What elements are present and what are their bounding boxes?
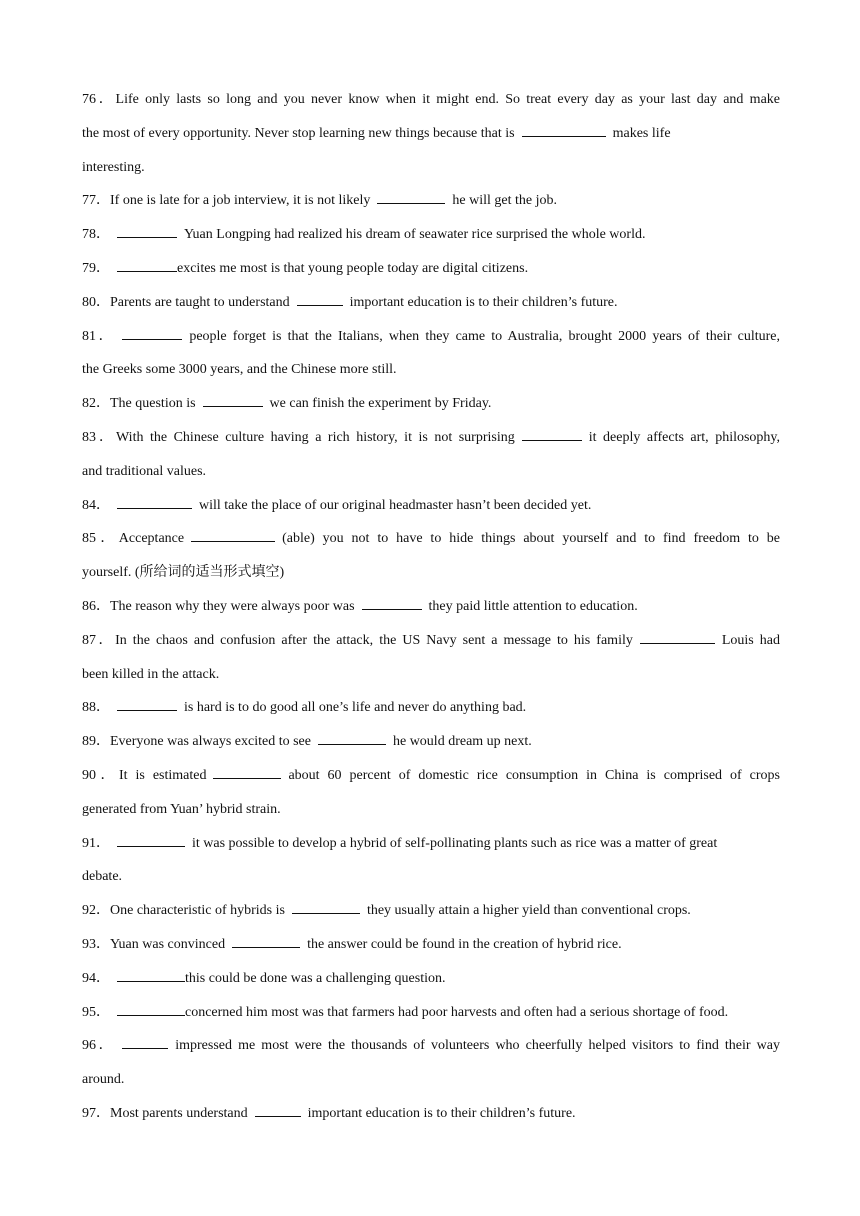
question-text: makes life: [612, 125, 671, 141]
question-85-line-2: [82, 558, 780, 592]
question-96: [82, 1031, 780, 1065]
question-text: they usually attain a higher yield than conventional crops.: [366, 903, 691, 919]
answer-blank[interactable]: [377, 189, 445, 204]
question-text: important education is to their children’s future.: [349, 294, 618, 310]
answer-blank[interactable]: [122, 325, 182, 340]
question-number: 93．: [82, 936, 110, 952]
answer-blank[interactable]: [318, 730, 386, 745]
question-text: Most parents understand: [110, 1105, 248, 1121]
question-number: 78．: [82, 227, 110, 243]
question-87: [82, 626, 780, 660]
answer-blank[interactable]: [292, 899, 360, 914]
question-sheet: [82, 85, 780, 1133]
answer-blank[interactable]: [117, 696, 177, 711]
question-text: this could be done was a challenging question.: [185, 970, 446, 986]
question-text: the answer could be found in the creation of hybrid rice.: [307, 936, 622, 952]
question-text: is hard is to do good all one’s life and never do anything bad.: [184, 700, 527, 716]
question-text: excites me most is that young people today are digital citizens.: [177, 260, 529, 276]
answer-blank[interactable]: [117, 223, 177, 238]
question-text: we can finish the experiment by Friday.: [269, 396, 492, 412]
question-94: [82, 964, 780, 998]
question-78: [82, 220, 780, 254]
question-83-line-2: [82, 457, 780, 491]
question-text: debate.: [82, 869, 123, 885]
question-76-line-2: [82, 119, 780, 153]
question-84: [82, 491, 780, 525]
answer-blank[interactable]: [640, 629, 715, 644]
question-number: 86．: [82, 598, 110, 614]
question-text: it was possible to develop a hybrid of self-pollinating plants such as rice was a matter of great: [192, 835, 718, 851]
question-text: Acceptance: [118, 531, 185, 547]
question-number: 85．: [82, 531, 119, 547]
question-number: 83．: [82, 429, 117, 445]
question-96-line-2: [82, 1065, 780, 1099]
question-text: generated from Yuan’ hybrid strain.: [82, 801, 281, 817]
question-95: [82, 998, 780, 1032]
question-text: Everyone was always excited to see: [110, 734, 311, 750]
question-text: impressed me most were the thousands of volunteers who cheerfully helped visitors to find their way: [175, 1038, 781, 1054]
answer-blank[interactable]: [522, 122, 606, 137]
question-90-line-2: [82, 795, 780, 829]
question-85: [82, 524, 780, 558]
answer-blank[interactable]: [191, 527, 275, 542]
question-89: [82, 727, 780, 761]
question-number: 82．: [82, 396, 110, 412]
question-76: [82, 85, 780, 119]
answer-blank[interactable]: [117, 494, 192, 509]
question-text: will take the place of our original headmaster hasn’t been decided yet.: [199, 497, 592, 513]
question-76-line-3: [82, 153, 780, 187]
question-80: [82, 288, 780, 322]
question-81: [82, 322, 780, 356]
answer-blank[interactable]: [522, 426, 582, 441]
question-91-line-2: [82, 862, 780, 896]
question-93: [82, 930, 780, 964]
question-text: The question is: [110, 396, 196, 412]
question-88: [82, 693, 780, 727]
question-number: 80．: [82, 294, 110, 310]
question-text: (able) you not to have to hide things about yourself and to find freedom to be: [282, 531, 780, 547]
question-number: 81．: [82, 328, 116, 344]
question-number: 87．: [82, 632, 116, 648]
question-text: It is estimated: [118, 767, 207, 783]
answer-blank[interactable]: [117, 832, 185, 847]
question-text: he will get the job.: [452, 193, 557, 209]
question-82: [82, 389, 780, 423]
question-text: If one is late for a job interview, it is not likely: [110, 193, 371, 209]
question-number: 91．: [82, 835, 110, 851]
question-79: [82, 254, 780, 288]
question-text: Yuan Longping had realized his dream of seawater rice surprised the whole world.: [184, 227, 646, 243]
question-number: 77．: [82, 193, 110, 209]
question-number: 96．: [82, 1038, 116, 1054]
question-text: One characteristic of hybrids is: [110, 903, 285, 919]
question-text: the Greeks some 3000 years, and the Chinese more still.: [82, 362, 397, 378]
question-text: Louis had: [721, 632, 780, 648]
question-text: The reason why they were always poor was: [110, 598, 355, 614]
question-text: they paid little attention to education.: [428, 598, 638, 614]
question-text: around.: [82, 1072, 125, 1088]
question-number: 95．: [82, 1004, 110, 1020]
question-number: 97．: [82, 1105, 110, 1121]
answer-blank[interactable]: [203, 392, 263, 407]
question-text: been killed in the attack.: [82, 666, 220, 682]
question-text: it deeply affects art, philosophy,: [588, 429, 781, 445]
question-text: concerned him most was that farmers had poor harvests and often had a serious shortage of food.: [185, 1004, 729, 1020]
question-text: the most of every opportunity. Never stop learning new things because that is: [82, 125, 515, 141]
answer-blank[interactable]: [117, 967, 185, 982]
question-number: 89．: [82, 734, 110, 750]
question-87-line-2: [82, 660, 780, 694]
answer-blank[interactable]: [362, 595, 422, 610]
question-text: about 60 percent of domestic rice consumption in China is comprised of crops: [288, 767, 780, 783]
question-text: he would dream up next.: [392, 734, 532, 750]
question-number: 84．: [82, 497, 110, 513]
answer-blank[interactable]: [232, 933, 300, 948]
answer-blank[interactable]: [255, 1102, 301, 1117]
question-91: [82, 829, 780, 863]
question-86: [82, 592, 780, 626]
question-text: important education is to their children’s future.: [307, 1105, 576, 1121]
answer-blank[interactable]: [122, 1034, 168, 1049]
question-text: and traditional values.: [82, 463, 207, 479]
question-90: [82, 761, 780, 795]
question-text: Yuan was convinced: [110, 936, 226, 952]
question-text: Life only lasts so long and you never know when it might end. So treat every day as your last day and make: [115, 92, 780, 107]
answer-blank[interactable]: [213, 764, 281, 779]
question-number: 94．: [82, 970, 110, 986]
question-81-line-2: [82, 355, 780, 389]
question-number: 76．: [82, 92, 116, 107]
question-number: 88．: [82, 700, 110, 716]
question-97: [82, 1099, 780, 1133]
question-number: 92．: [82, 903, 110, 919]
answer-blank[interactable]: [117, 1001, 185, 1016]
question-77: [82, 186, 780, 220]
question-text: With the Chinese culture having a rich history, it is not surprising: [116, 429, 515, 445]
answer-blank[interactable]: [297, 291, 343, 306]
question-text: Parents are taught to understand: [110, 294, 290, 310]
question-83: [82, 423, 780, 457]
question-text: yourself. (所给词的适当形式填空): [82, 565, 285, 581]
question-text: interesting.: [82, 159, 145, 175]
question-text: In the chaos and confusion after the attack, the US Navy sent a message to his family: [115, 632, 633, 648]
answer-blank[interactable]: [117, 257, 177, 272]
question-number: 90．: [82, 767, 119, 783]
question-text: people forget is that the Italians, when they came to Australia, brought 2000 years of their culture,: [189, 328, 781, 344]
question-number: 79．: [82, 260, 110, 276]
question-92: [82, 896, 780, 930]
